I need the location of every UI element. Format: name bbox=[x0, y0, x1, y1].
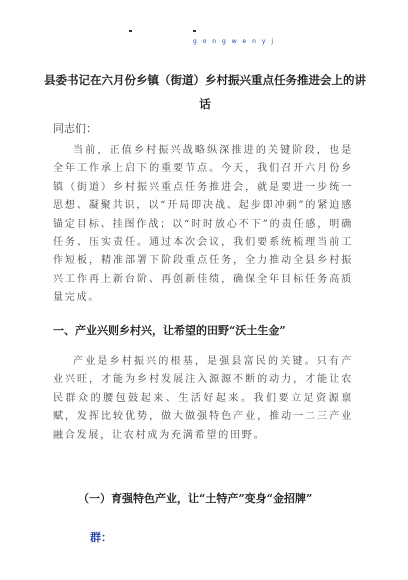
salutation: 同志们： bbox=[53, 122, 97, 135]
header-mark bbox=[129, 30, 132, 32]
section-heading-1: 一、产业兴则乡村兴，让希望的田野“沃土生金” bbox=[53, 324, 286, 337]
text-fragment: 群： bbox=[90, 531, 112, 544]
header-decoration bbox=[0, 30, 408, 38]
header-mark bbox=[193, 30, 196, 32]
intro-paragraph: 当前，正值乡村振兴战略纵深推进的关键阶段，也是全年工作承上启下的重要节点。今天，我们召开六月份乡镇（街道）乡村振兴重点任务推进会，就是要进一步统一思想、凝聚共识，以“开局即决战、起步即冲刺”的紧迫感锚定目标、挂图作战；以“时时放心不下”的责任感，明确任务、压实责任。通过本次会议，我们要系统梳理当前工作短板，精准部署下阶段重点任务，全力推动全县乡村振兴工作再上新台阶、再创新佳绩，确保全年目标任务高质量完成。 bbox=[53, 145, 353, 304]
document-title: 县委书记在六月份乡镇（街道）乡村振兴重点任务推进会上的讲话 bbox=[44, 73, 366, 111]
brand-text: g o n g w e n y j bbox=[193, 38, 275, 45]
section-1-paragraph: 产业是乡村振兴的根基，是强县富民的关键。只有产业兴旺，才能为乡村发展注入源源不断的动力，才能让农民群众的腰包鼓起来、生活好起来。我们要立足资源禀赋，发挥比较优势，做大做强特色产业，推动一二三产业融合发展，让农村成为充满希望的田野。 bbox=[53, 356, 353, 441]
subsection-heading-1: （一）育强特色产业，让“土特产”变身“金招牌” bbox=[78, 492, 313, 505]
